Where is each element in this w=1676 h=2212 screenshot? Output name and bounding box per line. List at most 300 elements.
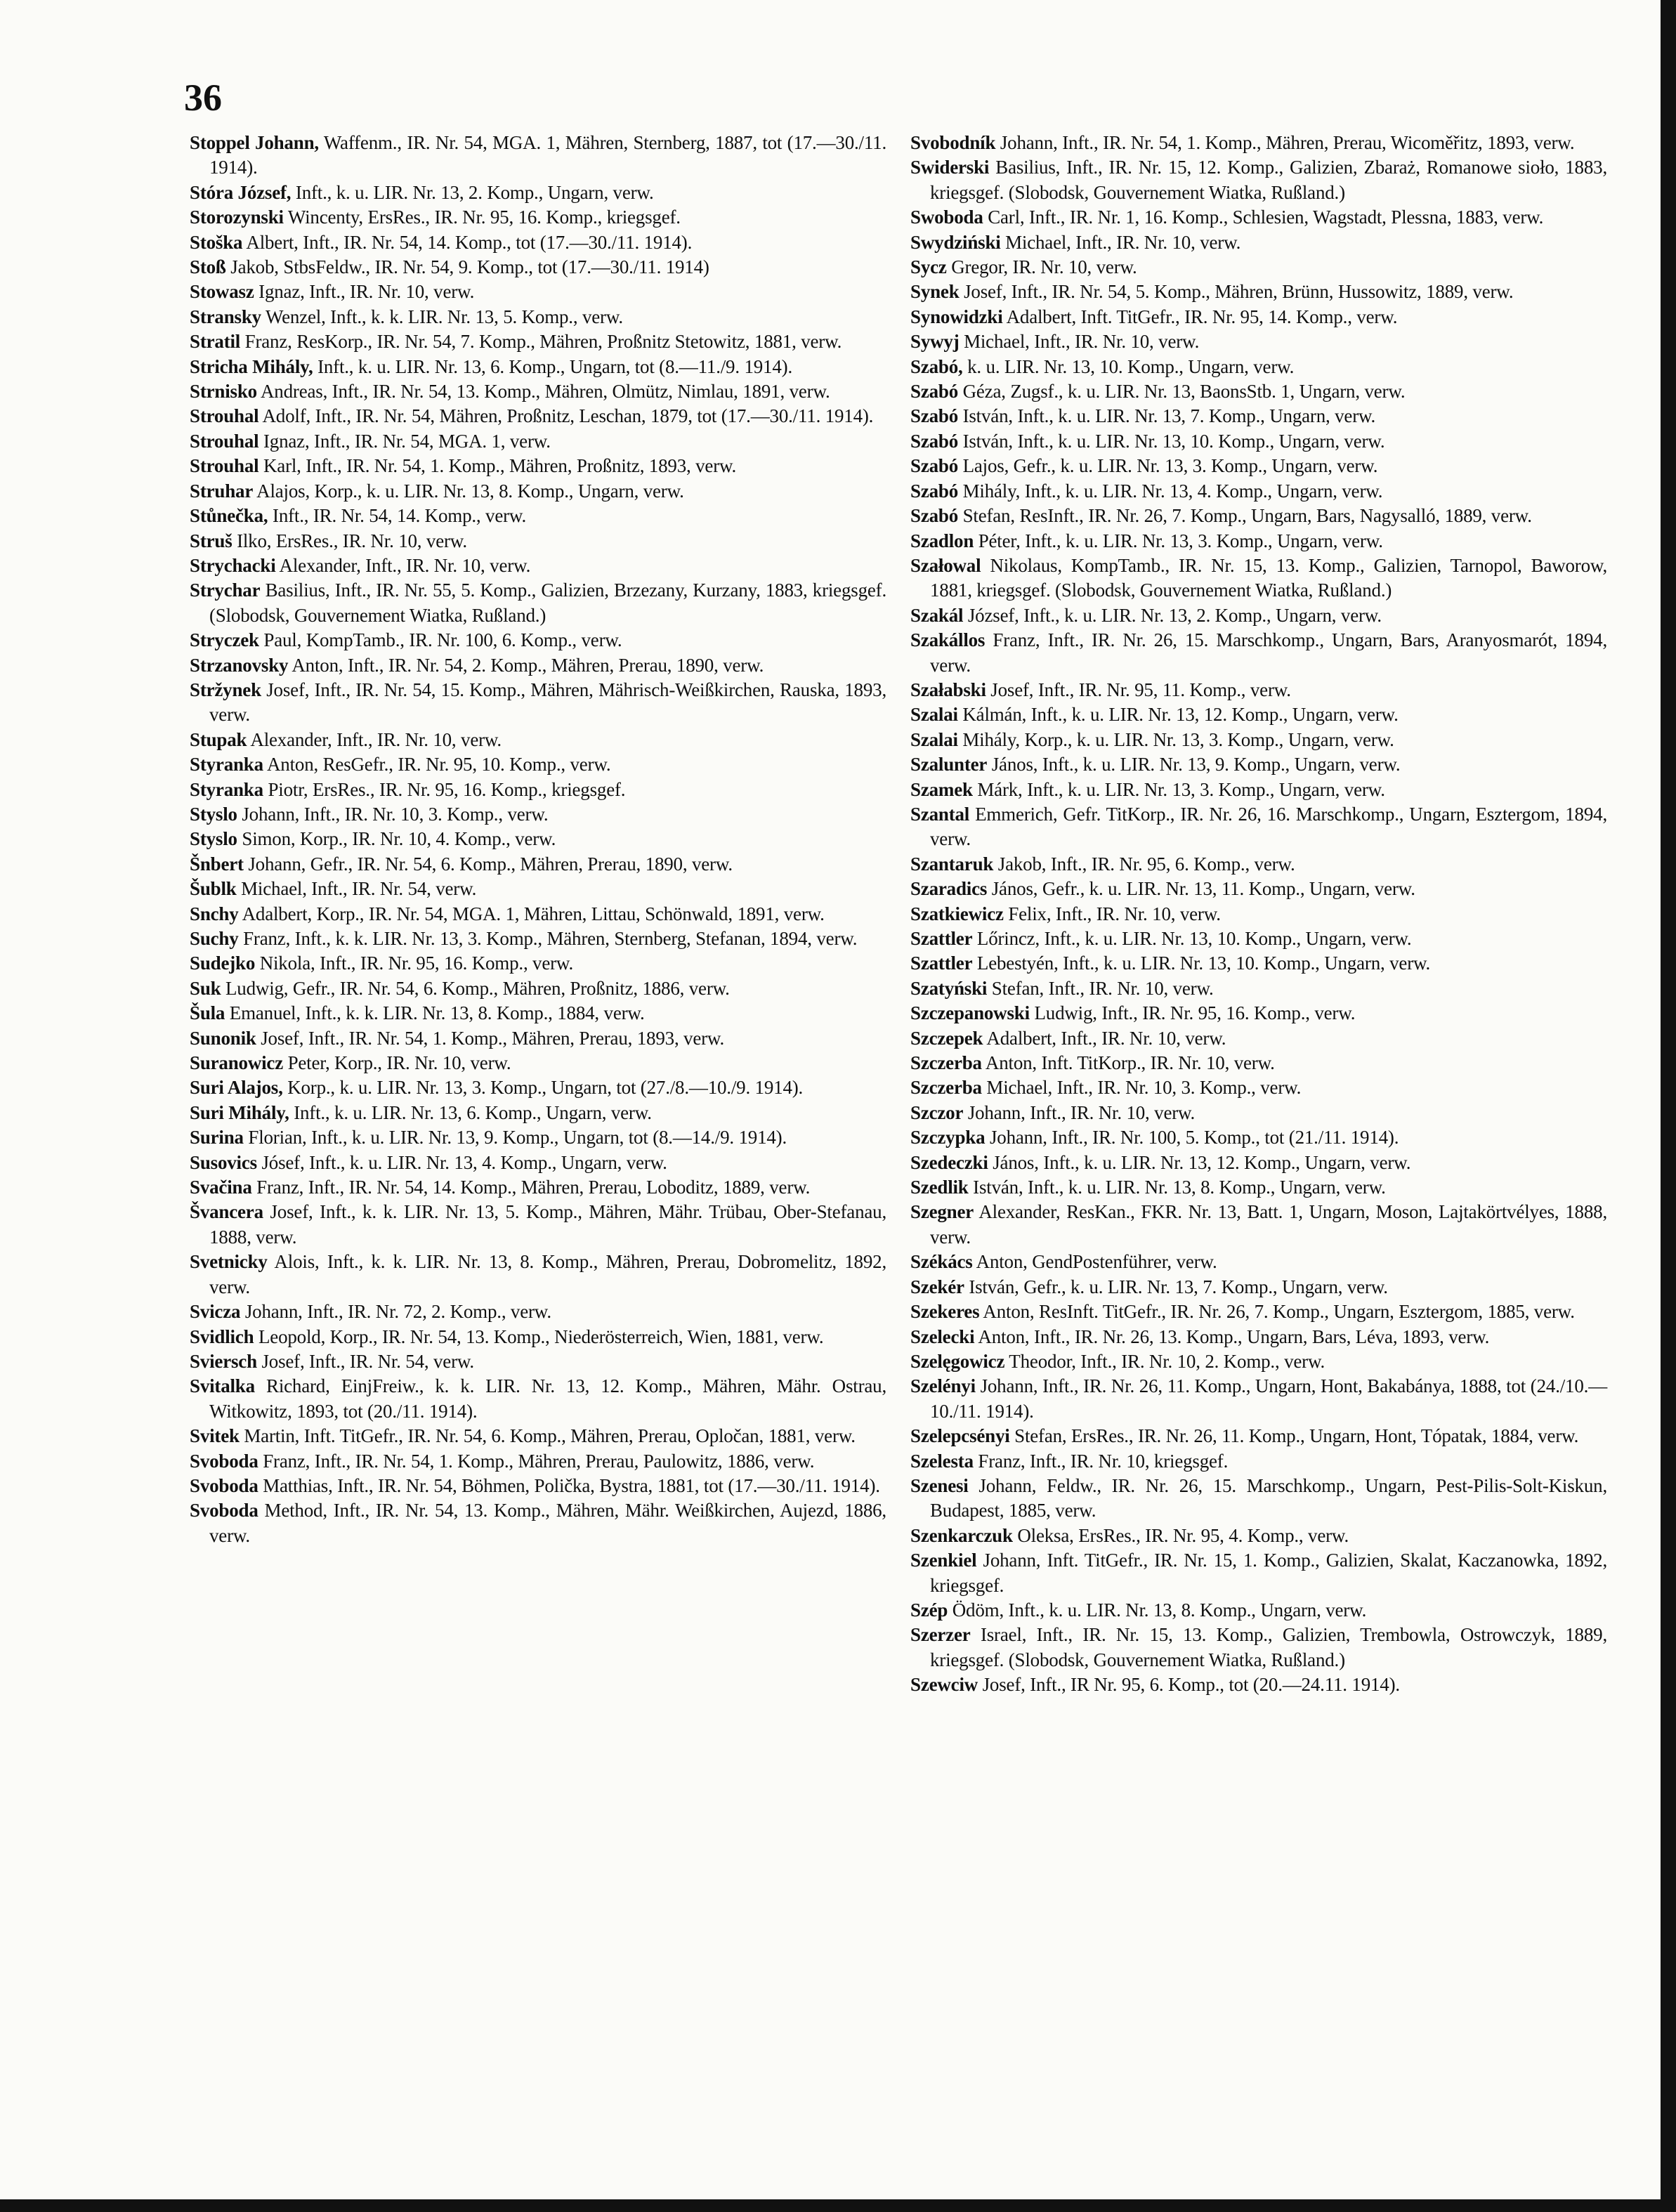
list-entry	[910, 305, 1607, 329]
entry-name: Strzanovsky	[190, 654, 289, 676]
entry-name: Szelecki	[910, 1326, 975, 1347]
list-entry	[190, 578, 886, 628]
entry-name: Swiderski	[910, 157, 990, 178]
entry-name: Strouhal	[190, 430, 259, 452]
list-entry	[910, 678, 1607, 702]
entry-details: Franz, Inft., IR. Nr. 54, 14. Komp., Mähren, Prerau, Loboditz, 1889, verw.	[251, 1177, 811, 1198]
entry-details: Basilius, Inft., IR. Nr. 55, 5. Komp., Galizien, Brzezany, Kurzany, 1883, kriegsgef. (Slobodsk, Gouvernement Wiatka, Rußland.)	[209, 580, 886, 626]
list-entry	[910, 230, 1607, 255]
entry-name: Stoppel Johann,	[190, 132, 319, 153]
entry-details: Jósef, Inft., k. u. LIR. Nr. 13, 4. Komp., Ungarn, verw.	[256, 1151, 667, 1173]
entry-name: Suk	[190, 977, 221, 999]
list-entry	[910, 1175, 1607, 1200]
entry-name: Szattler	[910, 953, 973, 974]
list-entry	[910, 902, 1607, 927]
entry-name: Stůnečka,	[190, 505, 268, 527]
entry-details: Alexander, Inft., IR. Nr. 10, verw.	[275, 554, 531, 576]
entry-name: Szatyński	[910, 977, 988, 999]
list-entry	[190, 1424, 886, 1448]
entry-name: Stowasz	[190, 281, 254, 303]
entry-details: József, Inft., k. u. LIR. Nr. 13, 2. Komp., Ungarn, verw.	[963, 604, 1382, 626]
entry-name: Susovics	[190, 1151, 257, 1173]
list-entry	[910, 1101, 1607, 1125]
list-entry	[190, 305, 886, 329]
entry-details: Kálmán, Inft., k. u. LIR. Nr. 13, 12. Komp., Ungarn, verw.	[957, 704, 1399, 726]
list-entry	[190, 255, 886, 280]
entry-name: Šublk	[190, 878, 237, 900]
entry-name: Szewciw	[910, 1674, 978, 1696]
entry-name: Stricha Mihály,	[190, 355, 313, 377]
entry-name: Stoška	[190, 231, 243, 253]
list-entry	[190, 778, 886, 802]
entry-name: Strychacki	[190, 554, 276, 576]
list-entry	[910, 504, 1607, 528]
entry-details: Leopold, Korp., IR. Nr. 54, 13. Komp., Niederösterreich, Wien, 1881, verw.	[254, 1326, 824, 1347]
list-entry	[190, 1498, 886, 1548]
entry-name: Szantaruk	[910, 853, 994, 875]
list-entry	[190, 1200, 886, 1250]
entry-details: Péter, Inft., k. u. LIR. Nr. 13, 3. Komp., Ungarn, verw.	[974, 530, 1383, 551]
entry-name: Szedeczki	[910, 1151, 988, 1173]
entry-name: Szatkiewicz	[910, 903, 1004, 924]
entry-details: János, Gefr., k. u. LIR. Nr. 13, 11. Komp., Ungarn, verw.	[987, 878, 1415, 900]
list-entry	[190, 951, 886, 976]
list-entry	[190, 404, 886, 428]
entry-details: Johann, Inft. TitGefr., IR. Nr. 15, 1. Komp., Galizien, Skalat, Kaczanowka, 1892, kriegsgef.	[930, 1550, 1607, 1596]
entry-details: Martin, Inft. TitGefr., IR. Nr. 54, 6. Komp., Mähren, Prerau, Opločan, 1881, verw.	[239, 1425, 856, 1447]
entry-name: Szabó	[910, 455, 959, 477]
entry-name: Szczerba	[910, 1077, 982, 1099]
list-entry	[910, 429, 1607, 454]
entry-name: Styranka	[190, 754, 263, 775]
list-entry	[190, 1325, 886, 1349]
entry-details: Israel, Inft., IR. Nr. 15, 13. Komp., Galizien, Trembowla, Ostrowczyk, 1889, kriegsgef. (Slobodsk, Gouvernement Wiatka, Rußland.)	[930, 1624, 1607, 1670]
entry-details: Stefan, Inft., IR. Nr. 10, verw.	[987, 977, 1214, 999]
entry-name: Szczepek	[910, 1027, 983, 1049]
entry-name: Szelęgowicz	[910, 1350, 1005, 1372]
entry-details: Michael, Inft., IR. Nr. 10, 3. Komp., verw.	[981, 1077, 1302, 1099]
list-entry	[910, 1001, 1607, 1026]
entry-details: Johann, Feldw., IR. Nr. 26, 15. Marschkomp., Ungarn, Pest-Pilis-Solt-Kiskun, Budapest, 1885, verw.	[930, 1474, 1607, 1521]
entry-name: Svoboda	[190, 1500, 258, 1521]
entry-details: Stefan, ErsRes., IR. Nr. 26, 11. Komp., Ungarn, Hont, Tópatak, 1884, verw.	[1009, 1425, 1579, 1447]
entry-name: Storozynski	[190, 207, 284, 228]
entry-name: Sunonik	[190, 1027, 256, 1049]
entry-name: Strouhal	[190, 405, 259, 427]
entry-details: Basilius, Inft., IR. Nr. 15, 12. Komp., Galizien, Zbaraż, Romanowe sioło, 1883, kriegsgef. (Slobodsk, Gouvernement Wiatka, Rußland.)	[930, 157, 1607, 203]
entry-details: Ödöm, Inft., k. u. LIR. Nr. 13, 8. Komp., Ungarn, verw.	[948, 1599, 1367, 1621]
list-entry	[910, 752, 1607, 777]
entry-details: Wincenty, ErsRes., IR. Nr. 95, 16. Komp., kriegsgef.	[283, 207, 681, 228]
entry-name: Szakállos	[910, 629, 986, 651]
list-entry	[190, 852, 886, 877]
entry-name: Szattler	[910, 928, 973, 949]
entry-details: Lajos, Gefr., k. u. LIR. Nr. 13, 3. Komp., Ungarn, verw.	[958, 455, 1378, 477]
entry-details: Johann, Gefr., IR. Nr. 54, 6. Komp., Mähren, Prerau, 1890, verw.	[243, 853, 733, 875]
list-entry	[910, 802, 1607, 852]
list-entry	[910, 1548, 1607, 1598]
entry-details: János, Inft., k. u. LIR. Nr. 13, 12. Komp., Ungarn, verw.	[988, 1151, 1411, 1173]
scan-edge-right	[1661, 0, 1676, 2212]
list-entry	[910, 1623, 1607, 1673]
entry-details: Ilko, ErsRes., IR. Nr. 10, verw.	[232, 530, 467, 551]
entry-details: Paul, KompTamb., IR. Nr. 100, 6. Komp., verw.	[258, 629, 622, 651]
list-entry	[190, 1250, 886, 1300]
entry-details: Franz, Inft., k. k. LIR. Nr. 13, 3. Komp., Mähren, Sternberg, Stefanan, 1894, verw.	[238, 928, 858, 949]
list-entry	[190, 454, 886, 478]
entry-details: Adalbert, Inft., IR. Nr. 10, verw.	[983, 1027, 1226, 1049]
list-entry	[910, 255, 1607, 280]
entry-name: Stupak	[190, 728, 247, 750]
list-entry	[190, 554, 886, 578]
entry-name: Szaradics	[910, 878, 988, 900]
entry-name: Székács	[910, 1251, 973, 1273]
list-entry	[190, 379, 886, 404]
list-entry	[910, 1026, 1607, 1051]
list-entry	[190, 329, 886, 354]
list-entry	[190, 230, 886, 255]
entry-details: Gregor, IR. Nr. 10, verw.	[946, 256, 1137, 278]
entry-details: Josef, Inft., IR. Nr. 54, 15. Komp., Mähren, Mährisch-Weißkirchen, Rauska, 1893, verw.	[209, 679, 886, 726]
entry-name: Šnbert	[190, 853, 244, 875]
entry-details: k. u. LIR. Nr. 13, 10. Komp., Ungarn, verw.	[962, 355, 1295, 377]
entry-name: Strouhal	[190, 455, 259, 477]
right-column	[910, 131, 1607, 1698]
list-entry	[910, 1524, 1607, 1548]
list-entry	[190, 802, 886, 827]
entry-name: Swoboda	[910, 207, 983, 228]
entry-name: Stoß	[190, 256, 226, 278]
list-entry	[190, 1026, 886, 1051]
entry-details: Josef, Inft., IR Nr. 95, 6. Komp., tot (20.—24.11. 1914).	[978, 1674, 1400, 1696]
entry-name: Stržynek	[190, 679, 261, 700]
entry-name: Szedlik	[910, 1177, 969, 1198]
list-entry	[190, 479, 886, 504]
list-entry	[190, 653, 886, 678]
list-entry	[910, 1598, 1607, 1623]
entry-name: Szantal	[910, 803, 970, 825]
list-entry	[910, 479, 1607, 504]
entry-details: Josef, Inft., IR. Nr. 54, 5. Komp., Mähren, Brünn, Hussowitz, 1889, verw.	[959, 281, 1514, 303]
entry-name: Struhar	[190, 480, 254, 502]
entry-name: Szalai	[910, 704, 958, 726]
entry-name: Szałabski	[910, 679, 986, 700]
list-entry	[190, 877, 886, 901]
page-number: 36	[184, 77, 222, 119]
entry-details: Johann, Inft., IR. Nr. 100, 5. Komp., tot (21./11. 1914).	[985, 1127, 1399, 1148]
entry-name: Suri Mihály,	[190, 1101, 289, 1123]
entry-name: Szegner	[910, 1201, 974, 1223]
entry-details: Adalbert, Korp., IR. Nr. 54, MGA. 1, Mähren, Littau, Schönwald, 1891, verw.	[238, 903, 825, 924]
entry-name: Szabó	[910, 430, 959, 452]
entry-name: Švancera	[190, 1201, 263, 1223]
entry-name: Szalunter	[910, 754, 988, 775]
entry-details: Carl, Inft., IR. Nr. 1, 16. Komp., Schlesien, Wagstadt, Plessna, 1883, verw.	[983, 207, 1544, 228]
entry-name: Szamek	[910, 778, 973, 800]
entry-name: Szép	[910, 1599, 948, 1621]
entry-name: Szabó	[910, 505, 959, 527]
entry-details: Josef, Inft., IR. Nr. 54, 1. Komp., Mähren, Prerau, 1893, verw.	[256, 1027, 725, 1049]
entry-details: Márk, Inft., k. u. LIR. Nr. 13, 3. Komp., Ungarn, verw.	[972, 778, 1385, 800]
list-entry	[910, 404, 1607, 428]
list-entry	[190, 678, 886, 728]
entry-details: János, Inft., k. u. LIR. Nr. 13, 9. Komp., Ungarn, verw.	[987, 754, 1401, 775]
entry-name: Szabó,	[910, 355, 963, 377]
entry-details: Jakob, StbsFeldw., IR. Nr. 54, 9. Komp., tot (17.—30./11. 1914)	[225, 256, 709, 278]
list-entry	[910, 728, 1607, 752]
entry-details: Inft., k. u. LIR. Nr. 13, 2. Komp., Ungarn, verw.	[291, 181, 654, 203]
entry-name: Stratil	[190, 331, 241, 353]
list-entry	[190, 529, 886, 554]
list-entry	[190, 504, 886, 528]
entry-details: Johann, Inft., IR. Nr. 26, 11. Komp., Ungarn, Hont, Bakabánya, 1888, tot (24./10.—10./11. 1914).	[930, 1375, 1607, 1422]
entry-name: Svoboda	[190, 1450, 258, 1472]
entry-name: Szabó	[910, 381, 959, 403]
entry-details: Waffenm., IR. Nr. 54, MGA. 1, Mähren, Sternberg, 1887, tot (17.—30./11. 1914).	[209, 132, 887, 178]
entry-details: Simon, Korp., IR. Nr. 10, 4. Komp., verw.	[237, 828, 556, 850]
entry-details: Karl, Inft., IR. Nr. 54, 1. Komp., Mähren, Proßnitz, 1893, verw.	[258, 455, 737, 477]
entry-details: Anton, GendPostenführer, verw.	[972, 1251, 1217, 1273]
list-entry	[910, 951, 1607, 976]
entry-details: Lebestyén, Inft., k. u. LIR. Nr. 13, 10. Komp., Ungarn, verw.	[972, 953, 1431, 974]
entry-name: Szekeres	[910, 1301, 980, 1323]
list-entry	[190, 1151, 886, 1175]
list-entry	[910, 1075, 1607, 1100]
entry-name: Strychar	[190, 580, 261, 601]
list-entry	[910, 1051, 1607, 1075]
list-entry	[190, 1374, 886, 1424]
entry-details: Alajos, Korp., k. u. LIR. Nr. 13, 8. Komp., Ungarn, verw.	[253, 480, 684, 502]
entry-name: Strnisko	[190, 381, 257, 403]
entry-name: Szakál	[910, 604, 964, 626]
entry-name: Svetnicky	[190, 1251, 268, 1273]
entry-name: Szekér	[910, 1276, 964, 1297]
list-entry	[910, 529, 1607, 554]
entry-name: Stransky	[190, 306, 261, 327]
entry-details: Matthias, Inft., IR. Nr. 54, Böhmen, Polička, Bystra, 1881, tot (17.—30./11. 1914).	[258, 1474, 880, 1496]
entry-name: Szczepanowski	[910, 1002, 1030, 1024]
entry-name: Szczypka	[910, 1127, 986, 1148]
list-entry	[910, 852, 1607, 877]
entry-details: Franz, Inft., IR. Nr. 54, 1. Komp., Mähren, Prerau, Paulowitz, 1886, verw.	[258, 1450, 815, 1472]
list-entry	[190, 827, 886, 851]
list-entry	[910, 1424, 1607, 1448]
entry-details: Anton, ResGefr., IR. Nr. 95, 10. Komp., verw.	[263, 754, 611, 775]
entry-details: Jakob, Inft., IR. Nr. 95, 6. Komp., verw.	[993, 853, 1295, 875]
entry-details: Ludwig, Gefr., IR. Nr. 54, 6. Komp., Mähren, Proßnitz, 1886, verw.	[221, 977, 730, 999]
entry-details: Lőrincz, Inft., k. u. LIR. Nr. 13, 10. Komp., Ungarn, verw.	[972, 928, 1412, 949]
entry-details: Inft., k. u. LIR. Nr. 13, 6. Komp., Ungarn, verw.	[289, 1101, 652, 1123]
list-entry	[190, 1101, 886, 1125]
entry-details: Felix, Inft., IR. Nr. 10, verw.	[1003, 903, 1221, 924]
list-entry	[190, 752, 886, 777]
entry-name: Szabó	[910, 405, 959, 427]
entry-details: Franz, Inft., IR. Nr. 26, 15. Marschkomp., Ungarn, Bars, Aranyosmarót, 1894, verw.	[930, 629, 1607, 676]
list-entry	[190, 628, 886, 653]
list-entry	[910, 1474, 1607, 1524]
entry-name: Szadlon	[910, 530, 974, 551]
entry-name: Szelesta	[910, 1450, 974, 1472]
entry-name: Svoboda	[190, 1474, 258, 1496]
list-entry	[910, 1673, 1607, 1697]
list-entry	[190, 902, 886, 927]
entry-details: Mihály, Korp., k. u. LIR. Nr. 13, 3. Komp., Ungarn, verw.	[957, 728, 1394, 750]
entry-details: Inft., k. u. LIR. Nr. 13, 6. Komp., Ungarn, tot (8.—11./9. 1914).	[313, 355, 793, 377]
list-entry	[910, 778, 1607, 802]
list-entry	[910, 877, 1607, 901]
entry-name: Suranowicz	[190, 1052, 284, 1074]
entry-details: Ignaz, Inft., IR. Nr. 54, MGA. 1, verw.	[258, 430, 551, 452]
scan-edge-bottom	[0, 2199, 1676, 2212]
list-entry	[910, 1275, 1607, 1300]
entry-name: Struš	[190, 530, 233, 551]
entry-details: Géza, Zugsf., k. u. LIR. Nr. 13, BaonsStb. 1, Ungarn, verw.	[958, 381, 1406, 403]
entry-details: Theodor, Inft., IR. Nr. 10, 2. Komp., verw.	[1004, 1350, 1325, 1372]
list-entry	[910, 1250, 1607, 1274]
entry-details: Franz, ResKorp., IR. Nr. 54, 7. Komp., Mähren, Proßnitz Stetowitz, 1881, verw.	[240, 331, 842, 353]
list-entry	[910, 379, 1607, 404]
entry-name: Stóra József,	[190, 181, 292, 203]
entry-details: Method, Inft., IR. Nr. 54, 13. Komp., Mähren, Mähr. Weißkirchen, Aujezd, 1886, verw.	[209, 1500, 886, 1546]
list-entry	[190, 1474, 886, 1498]
list-entry	[910, 927, 1607, 951]
entry-name: Surina	[190, 1127, 244, 1148]
entry-name: Svidlich	[190, 1326, 254, 1347]
list-entry	[910, 1200, 1607, 1250]
entry-details: Alexander, ResKan., FKR. Nr. 13, Batt. 1, Ungarn, Moson, Lajtakörtvélyes, 1888, verw.	[930, 1201, 1607, 1248]
entry-details: Franz, Inft., IR. Nr. 10, kriegsgef.	[973, 1450, 1229, 1472]
list-entry	[190, 927, 886, 951]
entry-name: Szenkarczuk	[910, 1524, 1013, 1546]
entry-details: Nikola, Inft., IR. Nr. 95, 16. Komp., verw.	[255, 953, 574, 974]
entry-details: Mihály, Inft., k. u. LIR. Nr. 13, 4. Komp., Ungarn, verw.	[958, 480, 1383, 502]
list-entry	[910, 205, 1607, 230]
list-entry	[910, 554, 1607, 603]
entry-details: Florian, Inft., k. u. LIR. Nr. 13, 9. Komp., Ungarn, tot (8.—14./9. 1914).	[243, 1127, 787, 1148]
list-entry	[190, 205, 886, 230]
entry-name: Szczor	[910, 1101, 964, 1123]
list-entry	[190, 1075, 886, 1100]
entry-name: Styslo	[190, 803, 237, 825]
entry-name: Svačina	[190, 1177, 252, 1198]
list-entry	[910, 131, 1607, 155]
list-entry	[190, 429, 886, 454]
entry-name: Šula	[190, 1002, 225, 1024]
entry-details: Andreas, Inft., IR. Nr. 54, 13. Komp., Mähren, Olmütz, Nimlau, 1891, verw.	[256, 381, 830, 403]
list-entry	[910, 702, 1607, 727]
entry-details: Anton, Inft., IR. Nr. 26, 13. Komp., Ungarn, Bars, Léva, 1893, verw.	[974, 1326, 1490, 1347]
entry-name: Stryczek	[190, 629, 259, 651]
entry-details: István, Inft., k. u. LIR. Nr. 13, 8. Komp., Ungarn, verw.	[968, 1177, 1386, 1198]
list-entry	[190, 355, 886, 379]
list-entry	[190, 1449, 886, 1474]
entry-details: Adalbert, Inft. TitGefr., IR. Nr. 95, 14. Komp., verw.	[1002, 306, 1398, 327]
list-entry	[910, 1325, 1607, 1349]
entry-details: Ludwig, Inft., IR. Nr. 95, 16. Komp., verw.	[1029, 1002, 1356, 1024]
entry-name: Szenesi	[910, 1474, 969, 1496]
entry-name: Szabó	[910, 480, 959, 502]
entry-name: Szczerba	[910, 1052, 982, 1074]
entry-name: Snchy	[190, 903, 239, 924]
entry-details: Inft., IR. Nr. 54, 14. Komp., verw.	[268, 505, 526, 527]
entry-name: Svitalka	[190, 1375, 255, 1397]
entry-details: Ignaz, Inft., IR. Nr. 10, verw.	[254, 281, 475, 303]
entry-details: István, Inft., k. u. LIR. Nr. 13, 10. Komp., Ungarn, verw.	[958, 430, 1385, 452]
list-entry	[190, 280, 886, 304]
entry-details: Alexander, Inft., IR. Nr. 10, verw.	[247, 728, 502, 750]
list-entry	[190, 976, 886, 1001]
list-entry	[910, 355, 1607, 379]
entry-name: Szenkiel	[910, 1550, 977, 1571]
entry-name: Szalai	[910, 728, 958, 750]
list-entry	[190, 1349, 886, 1374]
entry-details: Johann, Inft., IR. Nr. 72, 2. Komp., verw.	[240, 1301, 551, 1323]
list-entry	[190, 1001, 886, 1026]
list-entry	[910, 1374, 1607, 1424]
entry-details: Johann, Inft., IR. Nr. 10, 3. Komp., verw.	[237, 803, 549, 825]
entry-details: Emanuel, Inft., k. k. LIR. Nr. 13, 8. Komp., 1884, verw.	[225, 1002, 645, 1024]
entry-name: Synek	[910, 281, 960, 303]
entry-name: Szelényi	[910, 1375, 976, 1397]
list-entry	[910, 1349, 1607, 1374]
list-entry	[910, 976, 1607, 1001]
entry-details: Josef, Inft., k. k. LIR. Nr. 13, 5. Komp., Mähren, Mähr. Trübau, Ober-Stefanau, 1888, verw.	[209, 1201, 886, 1248]
entry-details: Michael, Inft., IR. Nr. 10, verw.	[1000, 231, 1241, 253]
entry-name: Synowidzki	[910, 306, 1003, 327]
entry-details: István, Inft., k. u. LIR. Nr. 13, 7. Komp., Ungarn, verw.	[958, 405, 1376, 427]
list-entry	[910, 280, 1607, 304]
entry-name: Styranka	[190, 778, 263, 800]
entry-details: Oleksa, ErsRes., IR. Nr. 95, 4. Komp., verw.	[1012, 1524, 1349, 1546]
entry-details: Michael, Inft., IR. Nr. 10, verw.	[959, 331, 1200, 353]
entry-details: Piotr, ErsRes., IR. Nr. 95, 16. Komp., kriegsgef.	[263, 778, 626, 800]
entry-details: Josef, Inft., IR. Nr. 95, 11. Komp., verw.	[986, 679, 1291, 700]
entry-details: Adolf, Inft., IR. Nr. 54, Mähren, Proßnitz, Leschan, 1879, tot (17.—30./11. 1914).	[258, 405, 874, 427]
list-entry	[910, 155, 1607, 205]
entry-details: Stefan, ResInft., IR. Nr. 26, 7. Komp., Ungarn, Bars, Nagysalló, 1889, verw.	[958, 505, 1532, 527]
entry-details: István, Gefr., k. u. LIR. Nr. 13, 7. Komp., Ungarn, verw.	[964, 1276, 1388, 1297]
entry-details: Richard, EinjFreiw., k. k. LIR. Nr. 13, 12. Komp., Mähren, Mähr. Ostrau, Witkowitz, 1893, tot (20./11. 1914).	[209, 1375, 886, 1422]
entry-name: Szerzer	[910, 1624, 971, 1646]
entry-name: Sycz	[910, 256, 947, 278]
entry-details: Johann, Inft., IR. Nr. 10, verw.	[963, 1101, 1196, 1123]
entry-details: Johann, Inft., IR. Nr. 54, 1. Komp., Mähren, Prerau, Wicoměřitz, 1893, verw.	[995, 132, 1575, 153]
entry-name: Suchy	[190, 928, 239, 949]
entry-name: Swydziński	[910, 231, 1001, 253]
list-entry	[190, 131, 886, 181]
entry-name: Suri Alajos,	[190, 1077, 283, 1099]
entry-details: Anton, ResInft. TitGefr., IR. Nr. 26, 7. Komp., Ungarn, Esztergom, 1885, verw.	[979, 1301, 1575, 1323]
entry-name: Svitek	[190, 1425, 240, 1447]
list-entry	[910, 329, 1607, 354]
entry-details: Michael, Inft., IR. Nr. 54, verw.	[236, 878, 477, 900]
list-entry	[190, 728, 886, 752]
entry-name: Szałowal	[910, 554, 981, 576]
entry-details: Korp., k. u. LIR. Nr. 13, 3. Komp., Ungarn, tot (27./8.—10./9. 1914).	[282, 1077, 804, 1099]
entry-name: Styslo	[190, 828, 237, 850]
list-entry	[910, 454, 1607, 478]
entry-details: Anton, Inft. TitKorp., IR. Nr. 10, verw.	[981, 1052, 1275, 1074]
entry-details: Peter, Korp., IR. Nr. 10, verw.	[283, 1052, 511, 1074]
list-entry	[910, 1125, 1607, 1150]
entry-name: Szelepcsényi	[910, 1425, 1010, 1447]
entry-name: Sywyj	[910, 331, 960, 353]
list-entry	[910, 1300, 1607, 1324]
entry-name: Sviersch	[190, 1350, 257, 1372]
list-entry	[190, 1300, 886, 1324]
list-entry	[190, 1051, 886, 1075]
list-entry	[190, 1125, 886, 1150]
